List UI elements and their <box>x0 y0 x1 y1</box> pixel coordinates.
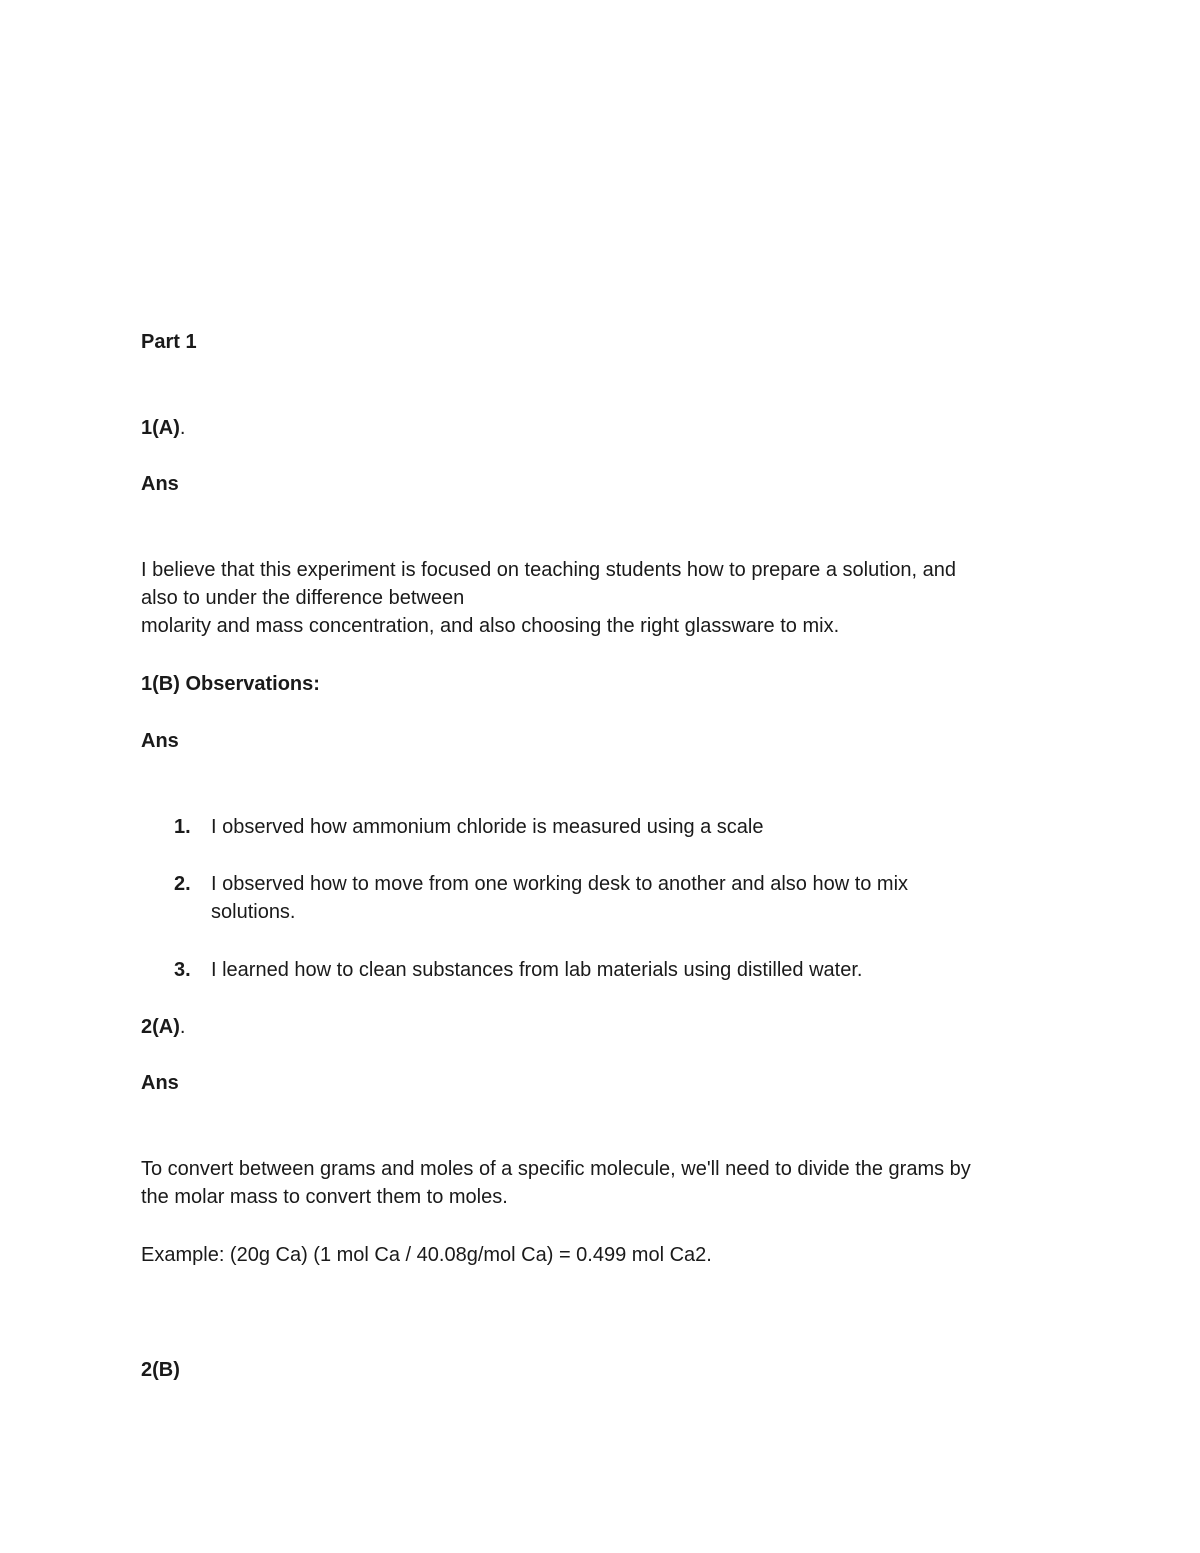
answer-2a-line-2: the molar mass to convert them to moles. <box>141 1186 508 1208</box>
part-title: Part 1 <box>141 331 197 353</box>
question-2a-heading <box>141 1013 185 1041</box>
question-2a-suffix: . <box>179 1016 186 1038</box>
list-item-text: I learned how to clean substances from lab materials using distilled water. <box>211 959 863 981</box>
question-1a-suffix: . <box>179 417 186 439</box>
answer-2a-example: Example: (20g Ca) (1 mol Ca / 40.08g/mol Ca) = 0.499 mol Ca2. <box>141 1244 712 1266</box>
list-item-text-continued: solutions. <box>211 901 296 923</box>
question-1b-heading: 1(B) Observations: <box>141 673 320 695</box>
answer-1a-line-3: molarity and mass concentration, and also choosing the right glassware to mix. <box>141 615 840 637</box>
answer-2a-line-1: To convert between grams and moles of a specific molecule, we'll need to divide the grams by <box>141 1158 971 1180</box>
list-item-text: I observed how ammonium chloride is measured using a scale <box>211 816 764 838</box>
question-2b-heading: 2(B) <box>141 1359 180 1381</box>
answer-label-1b: Ans <box>141 730 179 752</box>
list-item-number: 2. <box>174 873 191 895</box>
answer-label-2a: Ans <box>141 1072 179 1094</box>
list-item-number: 1. <box>174 816 191 838</box>
question-2a-label: 2(A) <box>141 1016 180 1038</box>
question-1a-label: 1(A) <box>141 417 180 439</box>
question-1a-heading <box>141 414 185 442</box>
answer-1a-line-1: I believe that this experiment is focused on teaching students how to prepare a solution, and <box>141 559 956 581</box>
list-item-text: I observed how to move from one working desk to another and also how to mix <box>211 873 909 895</box>
answer-label-1a: Ans <box>141 473 179 495</box>
answer-1a-line-2: also to under the difference between <box>141 587 465 609</box>
list-item-number: 3. <box>174 959 191 981</box>
